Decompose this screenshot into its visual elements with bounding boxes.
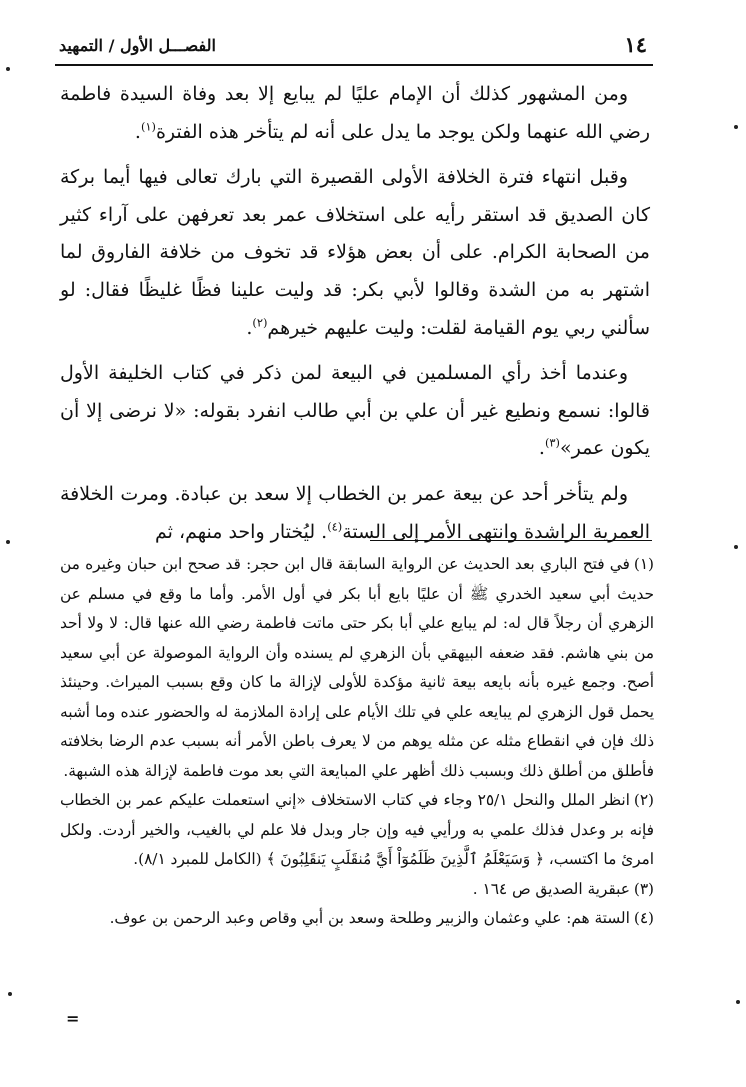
footnote-text: في فتح الباري بعد الحديث عن الرواية السابقة قال ابن حجر: قد صحح ابن حبان وغيره من حديث أبي سعيد الخدري ﷺ أن عليًا بايع أبا بكر في أول الأمر. وأما ما وقع في مسلم عن الزهري أن رجلاً قال له: لم يبايع علي أبا بكر حتى ماتت فاطمة رضي الله عنها قال: لا ولا أحد من بني هاشم. فقد ضعفه البيهقي بأن الزهري لم يسنده وأن الرواية الموصولة عن أبي سعيد أصح. وجمع غيره بأنه بايعه بيعة ثانية مؤكدة للأولى لإزالة ما كان وقع بسبب الميراث. وحينئذ يحمل قول الزهري لم يبايعه علي في تلك الأيام على إرادة الملازمة له والحضور عنده وما أشبه ذلك فإن في انقطاع مثله عن مثله يوهم من لا يعرف باطن الأمر أنه بسبب عدم الرضا بخلافته فأطلق من أطلق ذلك وبسبب ذلك أظهر علي المبايعة التي بعد موت فاطمة لإزالة هذه الشبهة. bbox=[60, 555, 654, 780]
footnote-ref: (١) bbox=[140, 119, 156, 134]
scan-speck bbox=[736, 1000, 740, 1004]
running-title: الفصـــل الأول / التمهيد bbox=[59, 36, 216, 55]
footnote-ref: (٣) bbox=[544, 436, 560, 451]
paragraph-tail: . bbox=[134, 120, 141, 143]
scan-speck bbox=[734, 545, 738, 549]
footnote-separator bbox=[370, 540, 652, 541]
paragraph bbox=[60, 355, 650, 468]
footnote-text: عبقرية الصديق ص ١٦٤ . bbox=[472, 879, 630, 898]
paragraph-tail: . ليُختار واحد منهم، ثم bbox=[154, 520, 328, 543]
paragraph-text: ولم يتأخر أحد عن بيعة عمر بن الخطاب إلا سعد بن عبادة. ومرت الخلافة العمرية الراشدة وانتهى الأمر إلى الستة bbox=[60, 482, 650, 543]
paragraph-tail: . bbox=[538, 437, 545, 460]
paragraph-text: وقبل انتهاء فترة الخلافة الأولى القصيرة التي بارك تعالى فيها أيما بركة كان الصديق قد استقر رأيه على استخلاف عمر بعد تعرفهن على آراء كثير من الصحابة الكرام. على أن بعض هؤلاء قد تخوف من خلافة الفاروق لما اشتهر به من الشدة وقالوا لأبي بكر: قد وليت علينا فظًا غليظًا فقال: لو سألني ربي يوم القيامة لقلت: وليت عليهم خيرهم bbox=[60, 166, 650, 339]
scan-speck bbox=[6, 540, 10, 544]
footnote-text: الستة هم: علي وعثمان والزبير وطلحة وسعد بن أبي وقاص وعبد الرحمن بن عوف. bbox=[109, 909, 630, 927]
footnote-number: (٣) bbox=[633, 879, 654, 898]
footnote-number: (٤) bbox=[633, 909, 654, 927]
footnote bbox=[60, 786, 654, 875]
end-mark: = bbox=[66, 1009, 80, 1028]
scan-speck bbox=[734, 125, 738, 129]
page-number: ١٤ bbox=[624, 32, 647, 57]
scan-speck bbox=[6, 67, 10, 71]
main-text bbox=[60, 76, 650, 559]
footnote-number: (١) bbox=[633, 555, 654, 573]
page-header bbox=[55, 30, 653, 64]
header-rule bbox=[55, 64, 653, 66]
scan-speck bbox=[8, 992, 12, 996]
footnote-text: انظر الملل والنحل ٢٥/١ وجاء في كتاب الاستخلاف «إني استعملت عليكم عمر بن الخطاب فإنه بر وعدل فذلك علمي به ورأيي فيه وإن جار وبدل فلا علم لي بالغيب، والخير أردت. ولكل امرئ ما اكتسب، ﴿ وَسَيَعْلَمُ ٱلَّذِينَ ظَلَمُوٓاْ أَيَّ مُنقَلَبٍ يَنقَلِبُونَ ﴾ (الكامل للمبرد ٨/١). bbox=[60, 791, 654, 868]
footnote bbox=[60, 904, 654, 934]
footnote-ref: (٢) bbox=[252, 315, 268, 330]
paragraph bbox=[60, 76, 650, 151]
footnotes bbox=[60, 550, 654, 934]
paragraph-text: وعندما أخذ رأي المسلمين في البيعة لمن ذكر في كتاب الخليفة الأول قالوا: نسمع ونطيع غير أن علي بن أبي طالب انفرد بقوله: «لا نرضى إلا أن يكون عمر» bbox=[60, 362, 650, 460]
footnote-ref: (٤) bbox=[327, 519, 343, 534]
paragraph bbox=[60, 159, 650, 347]
footnote bbox=[60, 875, 654, 905]
paragraph-tail: . bbox=[246, 316, 253, 339]
footnote-number: (٢) bbox=[633, 791, 655, 809]
footnote bbox=[60, 550, 654, 786]
paragraph-text: ومن المشهور كذلك أن الإمام عليًا لم يبايع إلا بعد وفاة السيدة فاطمة رضي الله عنهما ولكن يوجد ما يدل على أنه لم يتأخر هذه الفترة bbox=[60, 83, 650, 143]
